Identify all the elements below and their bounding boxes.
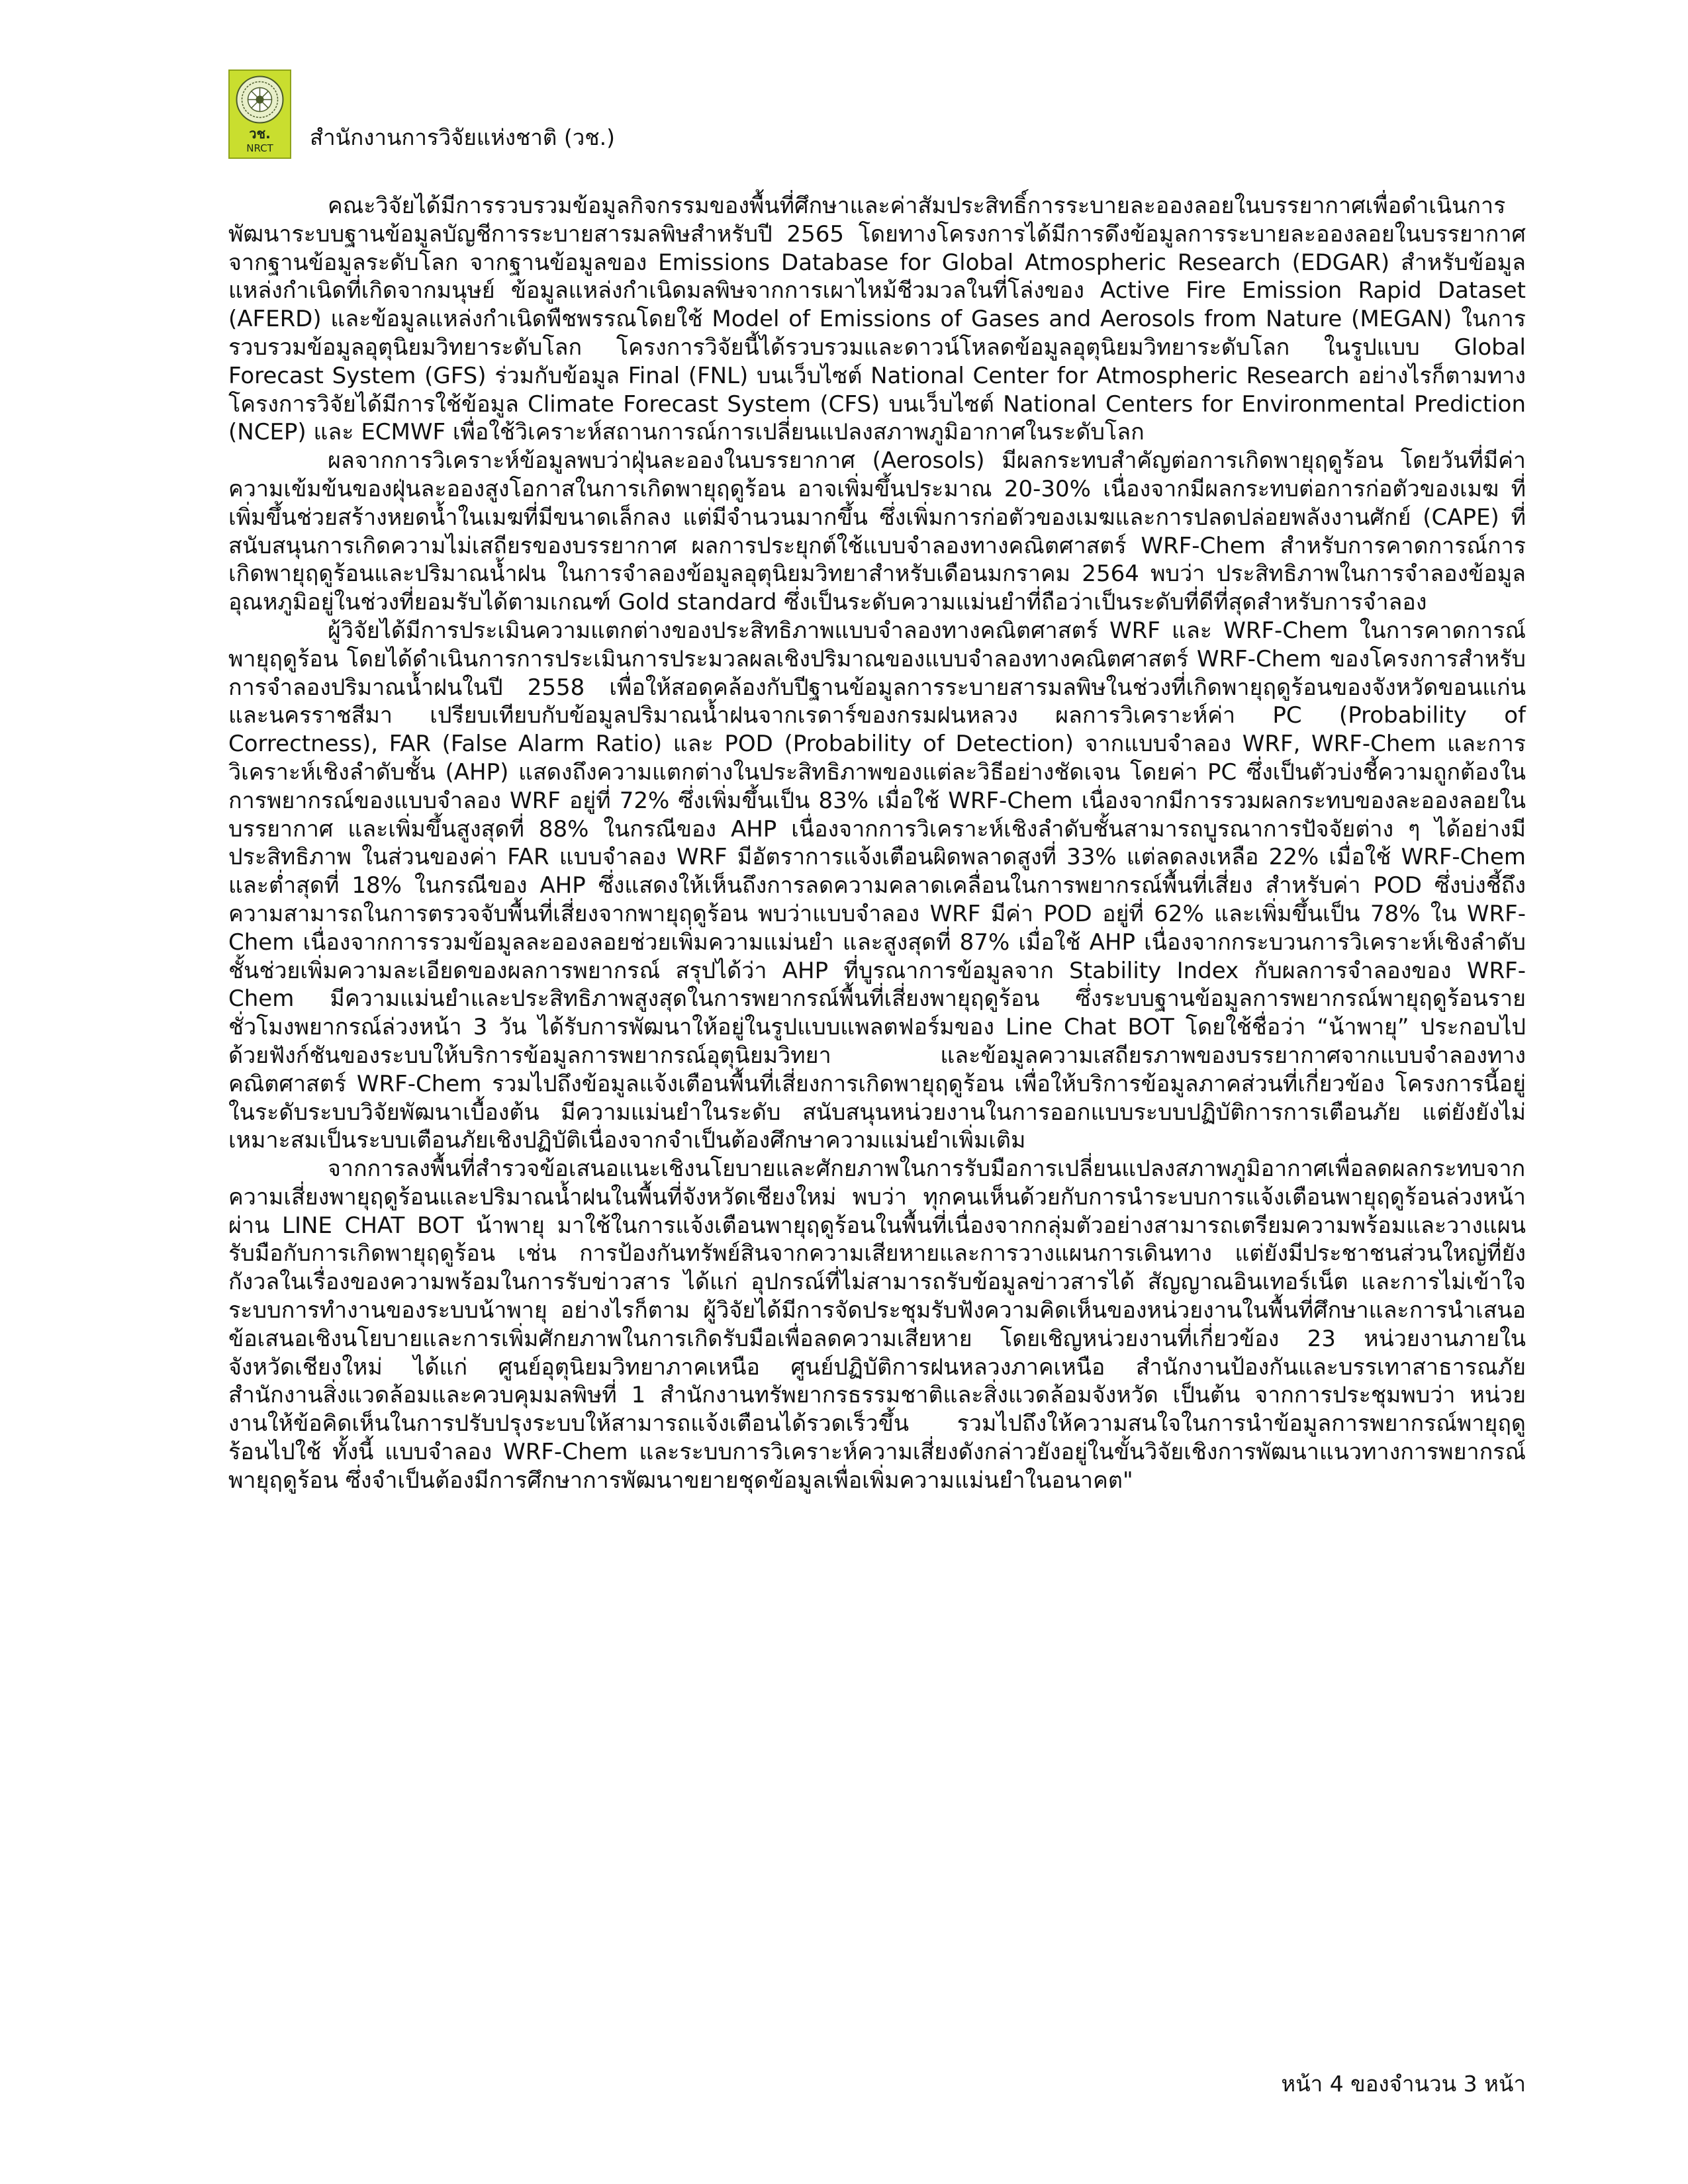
nrct-emblem-icon: [235, 75, 285, 124]
paragraph-aerosol-analysis: ผลจากการวิเคราะห์ข้อมูลพบว่าฝุ่นละอองในบรรยากาศ (Aerosols) มีผลกระทบสำคัญต่อการเกิดพายุฤดูร้อน โดยวันที่มีค่าความเข้มข้นของฝุ่นละอองสูงโอกาสในการเกิดพายุฤดูร้อน อาจเพิ่มขึ้นประมาณ 20-30% เนื่องจากมีผลกระทบต่อการก่อตัวของเมฆ ที่เพิ่มขึ้นช่วยสร้างหยดน้ำในเมฆที่มีขนาดเล็กลง แต่มีจำนวนมากขึ้น ซึ่งเพิ่มการก่อตัวของเมฆและการปลดปล่อยพลังงานศักย์ (CAPE) ที่สนับสนุนการเกิดความไม่เสถียรของบรรยากาศ ผลการประยุกต์ใช้แบบจำลองทางคณิตศาสตร์ WRF-Chem สำหรับการคาดการณ์การเกิดพายุฤดูร้อนและปริมาณน้ำฝน ในการจำลองข้อมูลอุตุนิยมวิทยาสำหรับเดือนมกราคม 2564 พบว่า ประสิทธิภาพในการจำลองข้อมูลอุณหภูมิอยู่ในช่วงที่ยอมรับได้ตามเกณฑ์ Gold standard ซึ่งเป็นระดับความแม่นยำที่ถือว่าเป็นระดับที่ดีที่สุดสำหรับการจำลอง: [228, 447, 1526, 616]
logo-text-th: วช.: [249, 126, 271, 142]
paragraph-policy-survey: จากการลงพื้นที่สำรวจข้อเสนอแนะเชิงนโยบายและศักยภาพในการรับมือการเปลี่ยนแปลงสภาพภูมิอากาศเพื่อลดผลกระทบจากความเสี่ยงพายุฤดูร้อนและปริมาณน้ำฝนในพื้นที่จังหวัดเชียงใหม่ พบว่า ทุกคนเห็นด้วยกับการนำระบบการแจ้งเตือนพายุฤดูร้อนล่วงหน้าผ่าน LINE CHAT BOT น้าพายุ มาใช้ในการแจ้งเตือนพายุฤดูร้อนในพื้นที่เนื่องจากกลุ่มตัวอย่างสามารถเตรียมความพร้อมและวางแผนรับมือกับการเกิดพายุฤดูร้อน เช่น การป้องกันทรัพย์สินจากความเสียหายและการวางแผนการเดินทาง แต่ยังมีประชาชนส่วนใหญ่ที่ยังกังวลในเรื่องของความพร้อมในการรับข่าวสาร ได้แก่ อุปกรณ์ที่ไม่สามารถรับข้อมูลข่าวสารได้ สัญญาณอินเทอร์เน็ต และการไม่เข้าใจระบบการทำงานของระบบน้าพายุ อย่างไรก็ตาม ผู้วิจัยได้มีการจัดประชุมรับฟังความคิดเห็นของหน่วยงานในพื้นที่ศึกษาและการนำเสนอข้อเสนอเชิงนโยบายและการเพิ่มศักยภาพในการเกิดรับมือเพื่อลดความเสียหาย โดยเชิญหน่วยงานที่เกี่ยวข้อง 23 หน่วยงานภายในจังหวัดเชียงใหม่ ได้แก่ ศูนย์อุตุนิยมวิทยาภาคเหนือ ศูนย์ปฏิบัติการฝนหลวงภาคเหนือ สำนักงานป้องกันและบรรเทาสาธารณภัย สำนักงานสิ่งแวดล้อมและควบคุมมลพิษที่ 1 สำนักงานทรัพยากรธรรมชาติและสิ่งแวดล้อมจังหวัด เป็นต้น จากการประชุมพบว่า หน่วยงานให้ข้อคิดเห็นในการปรับปรุงระบบให้สามารถแจ้งเตือนได้รวดเร็วขึ้น รวมไปถึงให้ความสนใจในการนำข้อมูลการพยากรณ์พายุฤดูร้อนไปใช้ ทั้งนี้ แบบจำลอง WRF-Chem และระบบการวิเคราะห์ความเสี่ยงดังกล่าวยังอยู่ในขั้นวิจัยเชิงการพัฒนาแนวทางการพยากรณ์พายุฤดูร้อน ซึ่งจำเป็นต้องมีการศึกษาการพัฒนาขยายชุดข้อมูลเพื่อเพิ่มความแม่นยำในอนาคต": [228, 1156, 1526, 1494]
report-body: [228, 192, 1526, 1495]
logo-text-en: NRCT: [246, 142, 273, 154]
paragraph-data-collection: คณะวิจัยได้มีการรวบรวมข้อมูลกิจกรรมของพื้นที่ศึกษาและค่าสัมประสิทธิ์การระบายละอองลอยในบรรยากาศเพื่อดำเนินการพัฒนาระบบฐานข้อมูลบัญชีการระบายสารมลพิษสำหรับปี 2565 โดยทางโครงการได้มีการดึงข้อมูลการระบายละอองลอยในบรรยากาศจากฐานข้อมูลระดับโลก จากฐานข้อมูลของ Emissions Database for Global Atmospheric Research (EDGAR) สำหรับข้อมูลแหล่งกำเนิดที่เกิดจากมนุษย์ ข้อมูลแหล่งกำเนิดมลพิษจากการเผาไหม้ชีวมวลในที่โล่งของ Active Fire Emission Rapid Dataset (AFERD) และข้อมูลแหล่งกำเนิดพืชพรรณโดยใช้ Model of Emissions of Gases and Aerosols from Nature (MEGAN) ในการรวบรวมข้อมูลอุตุนิยมวิทยาระดับโลก โครงการวิจัยนี้ได้รวบรวมและดาวน์โหลดข้อมูลอุตุนิยมวิทยาระดับโลก ในรูปแบบ Global Forecast System (GFS) ร่วมกับข้อมูล Final (FNL) บนเว็บไซต์ National Center for Atmospheric Research อย่างไรก็ตามทางโครงการวิจัยได้มีการใช้ข้อมูล Climate Forecast System (CFS) บนเว็บไซต์ National Centers for Environmental Prediction (NCEP) และ ECMWF เพื่อใช้วิเคราะห์สถานการณ์การเปลี่ยนแปลงสภาพภูมิอากาศในระดับโลก: [228, 193, 1526, 446]
organization-name: สำนักงานการวิจัยแห่งชาติ (วช.): [310, 124, 616, 150]
page-number: หน้า 4 ของจำนวน 3 หน้า: [1281, 2071, 1526, 2097]
nrct-logo: [228, 69, 291, 159]
paragraph-model-evaluation: ผู้วิจัยได้มีการประเมินความแตกต่างของประสิทธิภาพแบบจำลองทางคณิตศาสตร์ WRF และ WRF-Chem ในการคาดการณ์พายุฤดูร้อน โดยได้ดำเนินการการประเมินการประมวลผลเชิงปริมาณของแบบจำลองทางคณิตศาสตร์ WRF-Chem ของโครงการสำหรับการจำลองปริมาณน้ำฝนในปี 2558 เพื่อให้สอดคล้องกับปีฐานข้อมูลการระบายสารมลพิษในช่วงที่เกิดพายุฤดูร้อนของจังหวัดขอนแก่น และนครราชสีมา เปรียบเทียบกับข้อมูลปริมาณน้ำฝนจากเรดาร์ของกรมฝนหลวง ผลการวิเคราะห์ค่า PC (Probability of Correctness), FAR (False Alarm Ratio) และ POD (Probability of Detection) จากแบบจำลอง WRF, WRF-Chem และการวิเคราะห์เชิงลำดับชั้น (AHP) แสดงถึงความแตกต่างในประสิทธิภาพของแต่ละวิธีอย่างชัดเจน โดยค่า PC ซึ่งเป็นตัวบ่งชี้ความถูกต้องในการพยากรณ์ของแบบจำลอง WRF อยู่ที่ 72% ซึ่งเพิ่มขึ้นเป็น 83% เมื่อใช้ WRF-Chem เนื่องจากมีการรวมผลกระทบของละอองลอยในบรรยากาศ และเพิ่มขึ้นสูงสุดที่ 88% ในกรณีของ AHP เนื่องจากการวิเคราะห์เชิงลำดับชั้นสามารถบูรณาการปัจจัยต่าง ๆ ได้อย่างมีประสิทธิภาพ ในส่วนของค่า FAR แบบจำลอง WRF มีอัตราการแจ้งเตือนผิดพลาดสูงที่ 33% แต่ลดลงเหลือ 22% เมื่อใช้ WRF-Chem และต่ำสุดที่ 18% ในกรณีของ AHP ซึ่งแสดงให้เห็นถึงการลดความคลาดเคลื่อนในการพยากรณ์พื้นที่เสี่ยง สำหรับค่า POD ซึ่งบ่งชี้ถึงความสามารถในการตรวจจับพื้นที่เสี่ยงจากพายุฤดูร้อน พบว่าแบบจำลอง WRF มีค่า POD อยู่ที่ 62% และเพิ่มขึ้นเป็น 78% ใน WRF-Chem เนื่องจากการรวมข้อมูลละอองลอยช่วยเพิ่มความแม่นยำ และสูงสุดที่ 87% เมื่อใช้ AHP เนื่องจากกระบวนการวิเคราะห์เชิงลำดับชั้นช่วยเพิ่มความละเอียดของผลการพยากรณ์ สรุปได้ว่า AHP ที่บูรณาการข้อมูลจาก Stability Index กับผลการจำลองของ WRF-Chem มีความแม่นยำและประสิทธิภาพสูงสุดในการพยากรณ์พื้นที่เสี่ยงพายุฤดูร้อน ซึ่งระบบฐานข้อมูลการพยากรณ์พายุฤดูร้อนรายชั่วโมงพยากรณ์ล่วงหน้า 3 วัน ได้รับการพัฒนาให้อยู่ในรูปแบบแพลตฟอร์มของ Line Chat BOT โดยใช้ชื่อว่า “น้าพายุ” ประกอบไปด้วยฟังก์ชันของระบบให้บริการข้อมูลการพยากรณ์อุตุนิยมวิทยา และข้อมูลความเสถียรภาพของบรรยากาศจากแบบจำลองทางคณิตศาสตร์ WRF-Chem รวมไปถึงข้อมูลแจ้งเตือนพื้นที่เสี่ยงการเกิดพายุฤดูร้อน เพื่อให้บริการข้อมูลภาคส่วนที่เกี่ยวข้อง โครงการนี้อยู่ในระดับระบบวิจัยพัฒนาเบื้องต้น มีความแม่นยำในระดับ สนับสนุนหน่วยงานในการออกแบบระบบปฏิบัติการการเตือนภัย แต่ยังยังไม่เหมาะสมเป็นระบบเตือนภัยเชิงปฏิบัติเนื่องจากจำเป็นต้องศึกษาความแม่นยำเพิ่มเติม: [228, 617, 1526, 1154]
